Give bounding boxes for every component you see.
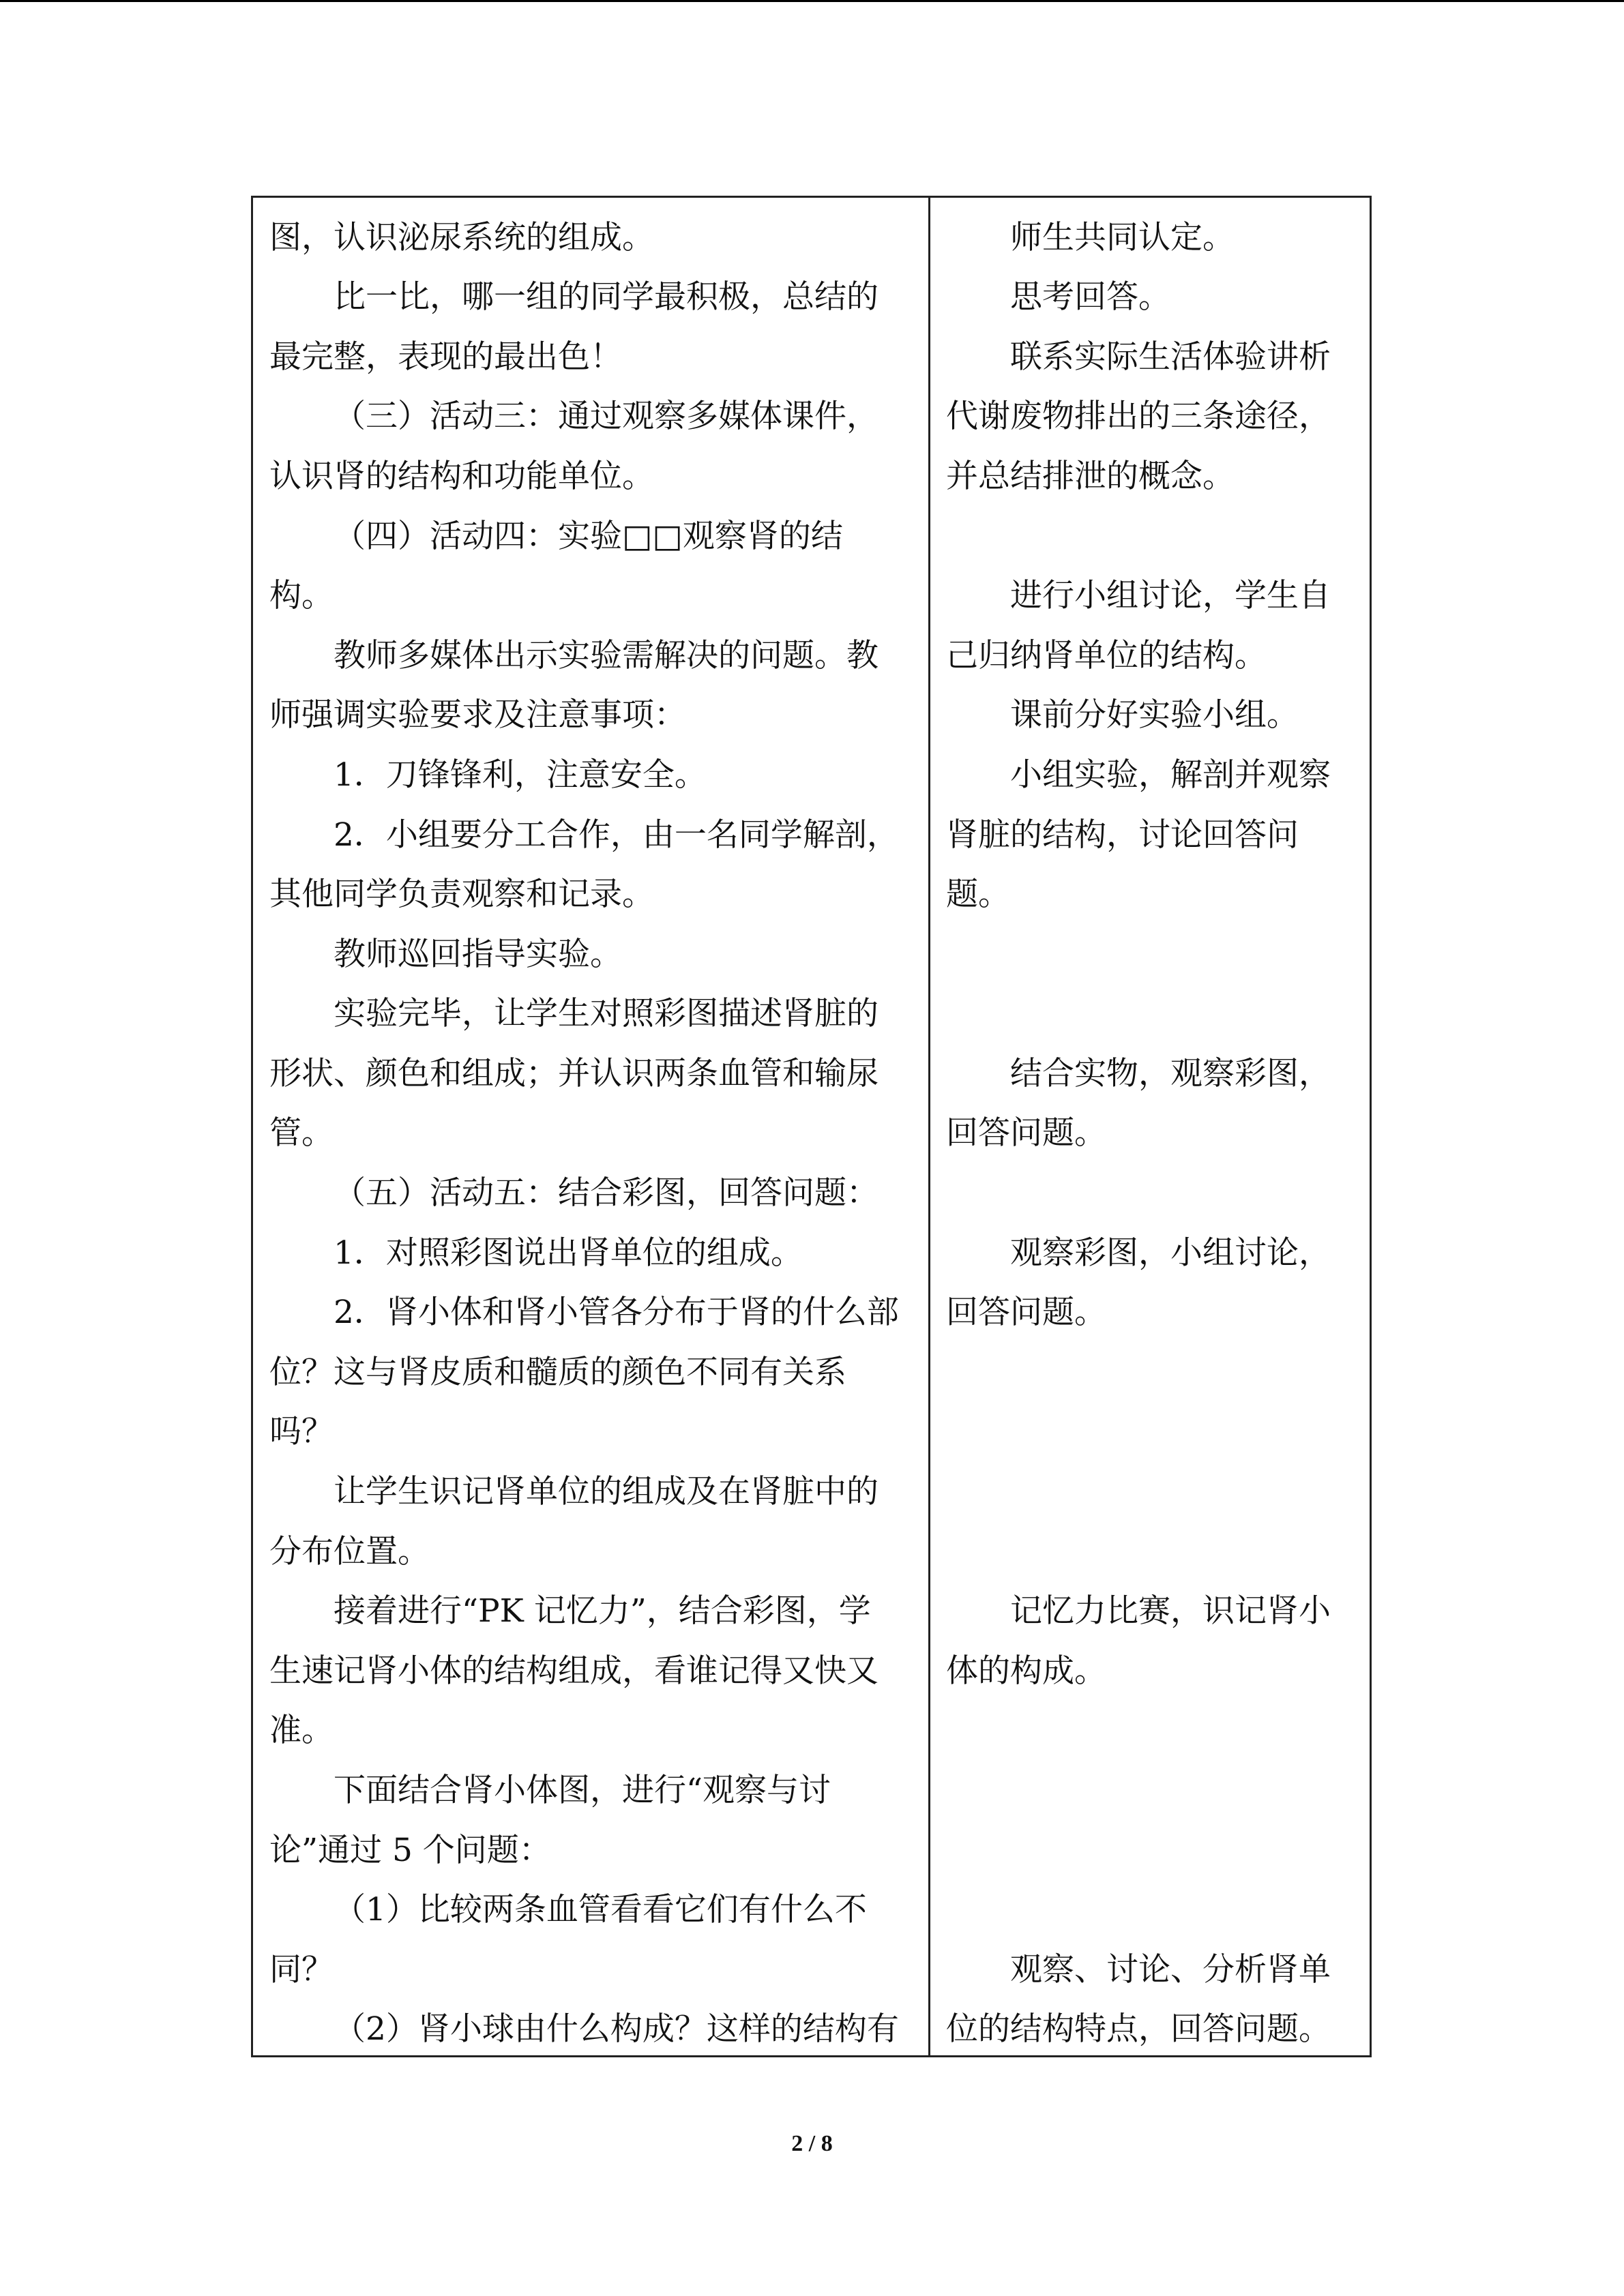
left-line-7: 构。: [269, 577, 334, 614]
top-border-line: [0, 0, 1624, 2]
left-line-8: 教师多媒体出示实验需解决的问题。教: [334, 637, 879, 674]
left-line-9: 师强调实验要求及注意事项：: [269, 696, 686, 734]
left-line-11: 2．小组要分工合作，由一名同学解剖，: [334, 816, 899, 854]
left-line-23: 分布位置。: [269, 1533, 430, 1570]
left-line-2: 比一比，哪一组的同学最积极，总结的: [334, 278, 879, 316]
right-line-14: 观察彩图，小组讨论，: [1010, 1234, 1331, 1272]
left-line-27: 下面结合肾小体图，进行“观察与讨: [334, 1772, 831, 1809]
right-line-11: 题。: [946, 876, 1010, 913]
page-number: 2 / 8: [791, 2131, 833, 2156]
left-line-22: 让学生识记肾单位的组成及在肾脏中的: [334, 1473, 879, 1510]
right-line-1: 师生共同认定。: [1010, 219, 1235, 256]
left-line-29: （1）比较两条血管看看它们有什么不: [334, 1891, 867, 1928]
left-line-12: 其他同学负责观察和记录。: [269, 876, 654, 913]
right-line-12: 结合实物，观察彩图，: [1010, 1055, 1331, 1092]
left-line-24: 接着进行“PK 记忆力”，结合彩图，学: [334, 1592, 871, 1630]
left-line-20: 位？这与肾皮质和髓质的颜色不同有关系: [269, 1354, 846, 1391]
left-line-30: 同？: [269, 1951, 334, 1988]
left-line-25: 生速记肾小体的结构组成，看谁记得又快又: [269, 1652, 879, 1690]
left-line-31: （2）肾小球由什么构成？这样的结构有: [334, 2010, 899, 2048]
left-line-15: 形状、颜色和组成；并认识两条血管和输尿: [269, 1055, 879, 1092]
right-line-8: 课前分好实验小组。: [1010, 696, 1299, 734]
left-line-26: 准。: [269, 1712, 334, 1749]
right-line-15: 回答问题。: [946, 1294, 1106, 1331]
left-line-28: 论”通过 5 个问题：: [269, 1832, 551, 1869]
left-line-21: 吗？: [269, 1413, 334, 1450]
left-line-13: 教师巡回指导实验。: [334, 936, 622, 973]
left-line-16: 管。: [269, 1114, 334, 1152]
left-line-17: （五）活动五：结合彩图，回答问题：: [334, 1174, 879, 1212]
left-line-4: （三）活动三：通过观察多媒体课件，: [334, 398, 879, 435]
lesson-table: [251, 196, 1372, 2057]
right-line-13: 回答问题。: [946, 1114, 1106, 1152]
left-line-18: 1．对照彩图说出肾单位的组成。: [334, 1234, 803, 1272]
left-line-6: （四）活动四：实验□□观察肾的结: [334, 518, 843, 555]
right-line-19: 位的结构特点，回答问题。: [946, 2010, 1331, 2048]
left-line-10: 1．刀锋锋利，注意安全。: [334, 756, 707, 794]
right-line-4: 代谢废物排出的三条途径，: [946, 398, 1331, 435]
right-line-2: 思考回答。: [1010, 278, 1170, 316]
right-line-5: 并总结排泄的概念。: [946, 458, 1235, 495]
left-line-5: 认识肾的结构和功能单位。: [269, 458, 654, 495]
right-line-16: 记忆力比赛，识记肾小: [1010, 1592, 1331, 1630]
right-line-10: 肾脏的结构，讨论回答问: [946, 816, 1299, 854]
right-line-17: 体的构成。: [946, 1652, 1106, 1690]
right-line-3: 联系实际生活体验讲析: [1010, 338, 1331, 376]
column-divider: [928, 198, 930, 2055]
left-line-1: 图，认识泌尿系统的组成。: [269, 219, 654, 256]
left-line-19: 2．肾小体和肾小管各分布于肾的什么部: [334, 1294, 899, 1331]
left-line-3: 最完整，表现的最出色！: [269, 338, 622, 376]
right-line-9: 小组实验，解剖并观察: [1010, 756, 1331, 794]
right-line-18: 观察、讨论、分析肾单: [1010, 1951, 1331, 1988]
left-line-14: 实验完毕，让学生对照彩图描述肾脏的: [334, 995, 879, 1032]
right-line-7: 己归纳肾单位的结构。: [946, 637, 1267, 674]
right-line-6: 进行小组讨论，学生自: [1010, 577, 1331, 614]
